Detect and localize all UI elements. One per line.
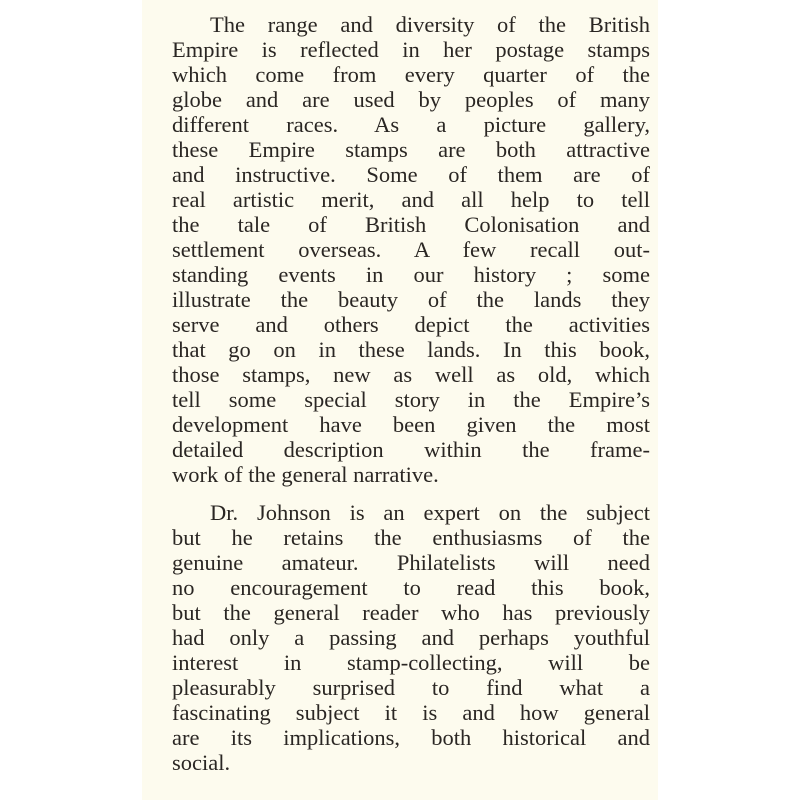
text-line: settlement overseas. A few recall out- bbox=[172, 237, 650, 262]
text-line: but he retains the enthusiasms of the bbox=[172, 525, 650, 550]
paragraph-2 bbox=[172, 500, 650, 775]
text-line: social. bbox=[172, 750, 231, 775]
paragraph-1 bbox=[172, 12, 650, 487]
text-line: Empire is reflected in her postage stamps bbox=[172, 37, 650, 62]
text-line: fascinating subject it is and how general bbox=[172, 700, 650, 725]
text-line: these Empire stamps are both attractive bbox=[172, 137, 650, 162]
blurb-text bbox=[172, 12, 650, 775]
text-line: development have been given the most bbox=[172, 412, 650, 437]
text-line: which come from every quarter of the bbox=[172, 62, 650, 87]
text-line: interest in stamp-collecting, will be bbox=[172, 650, 650, 675]
text-line: that go on in these lands. In this book, bbox=[172, 337, 650, 362]
text-line: illustrate the beauty of the lands they bbox=[172, 287, 650, 312]
book-jacket-page bbox=[142, 0, 658, 800]
text-line: the tale of British Colonisation and bbox=[172, 212, 650, 237]
text-line: work of the general narrative. bbox=[172, 462, 439, 487]
text-line: and instructive. Some of them are of bbox=[172, 162, 650, 187]
text-line: pleasurably surprised to find what a bbox=[172, 675, 650, 700]
text-line: had only a passing and perhaps youthful bbox=[172, 625, 650, 650]
text-line: genuine amateur. Philatelists will need bbox=[172, 550, 650, 575]
text-line: different races. As a picture gallery, bbox=[172, 112, 650, 137]
text-line: The range and diversity of the British bbox=[210, 12, 650, 37]
text-line: but the general reader who has previously bbox=[172, 600, 650, 625]
text-line: are its implications, both historical and bbox=[172, 725, 650, 750]
text-line: Dr. Johnson is an expert on the subject bbox=[210, 500, 650, 525]
paragraph-gap bbox=[172, 487, 650, 500]
text-line: standing events in our history ; some bbox=[172, 262, 650, 287]
text-line: globe and are used by peoples of many bbox=[172, 87, 650, 112]
text-line: real artistic merit, and all help to tell bbox=[172, 187, 650, 212]
text-line: no encouragement to read this book, bbox=[172, 575, 650, 600]
text-line: detailed description within the frame- bbox=[172, 437, 650, 462]
text-line: tell some special story in the Empire’s bbox=[172, 387, 650, 412]
text-line: those stamps, new as well as old, which bbox=[172, 362, 650, 387]
text-line: serve and others depict the activities bbox=[172, 312, 650, 337]
